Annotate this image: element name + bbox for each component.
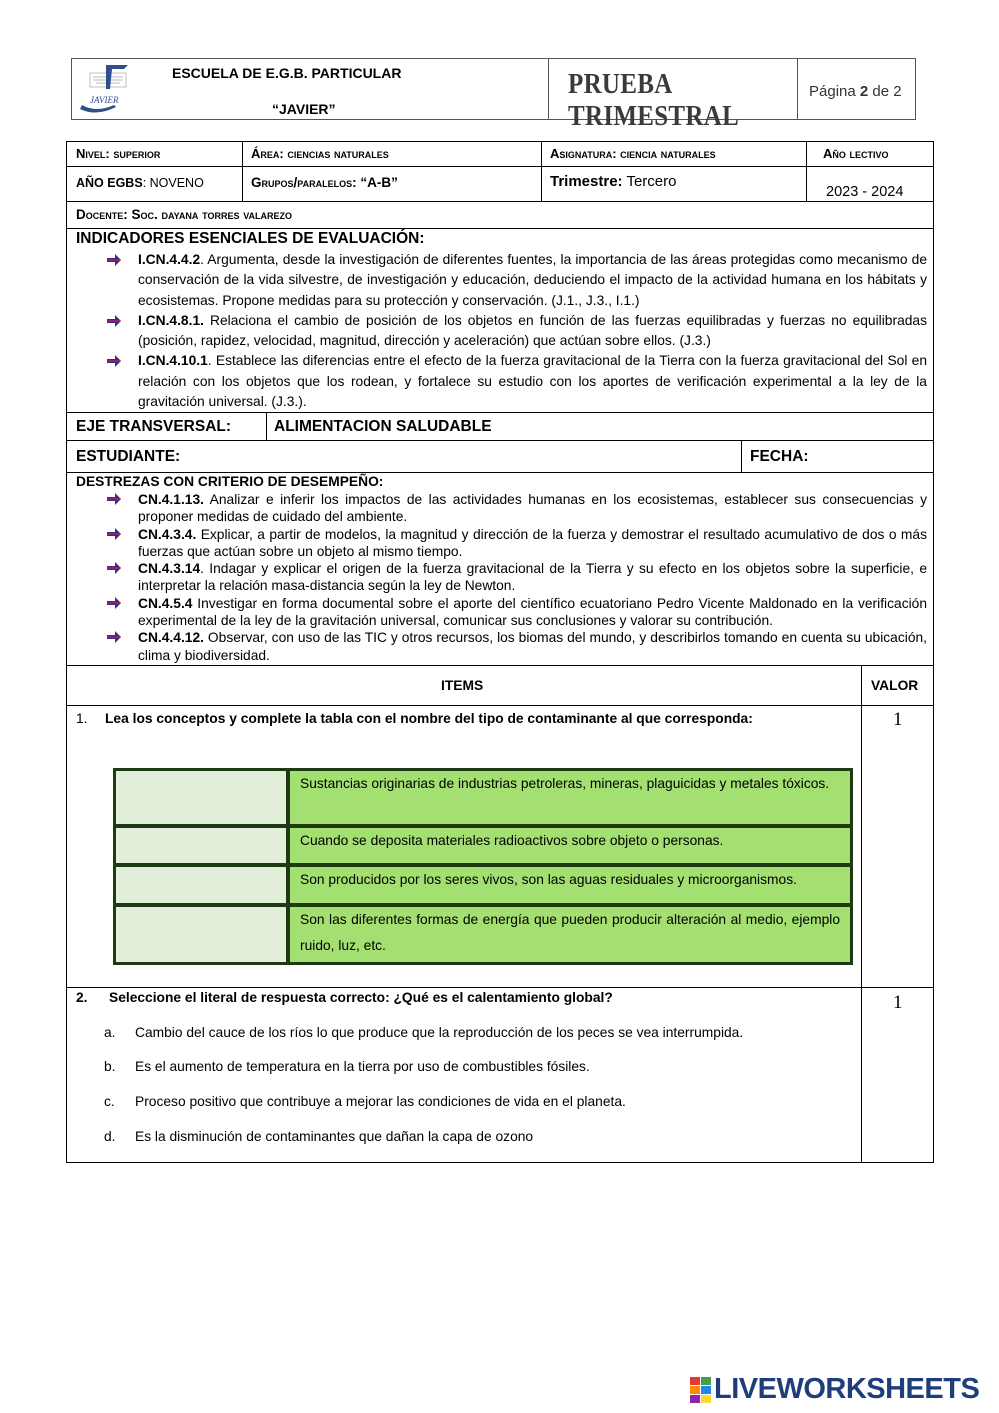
concept-cell-3: Son producidos por los seres vivos, son las aguas residuales y microorganismos. (290, 867, 850, 903)
items-header: ITEMS (441, 678, 484, 693)
indicador-item: I.CN.4.4.2. Argumenta, desde la investigación de diferentes fuentes, la importancia de las áreas protegidas como mecanismo de conservación de la vida silvestre, de investigación y educación, deduciendo el impacto de la actividad humana en los hábitats y ecosistemas. Propone medidas para su protección y conservación. (J.1., J.3., I.1.) (69, 250, 927, 311)
bullet-arrow-icon (107, 631, 121, 643)
liveworksheets-icon (690, 1377, 712, 1403)
nivel-cell: Nivel: superior (76, 146, 161, 161)
logo-text: JAVIER (90, 95, 119, 105)
bullet-arrow-icon (107, 315, 121, 327)
fecha-label: FECHA: (750, 448, 809, 465)
eje-value: ALIMENTACION SALUDABLE (274, 418, 492, 435)
answer-cell-3[interactable] (116, 867, 286, 903)
destreza-item: CN.4.5.4 Investigar en forma documental sobre el aporte del científico ecuatoriano Pedro Vicente Maldonado en la verificación experimental de la ley de la gravitación universal, comunicar sus conclusiones y valorar su contribución. (69, 595, 927, 630)
q1-text: Lea los conceptos y complete la tabla con el nombre del tipo de contaminante al que corresponda: (105, 711, 753, 726)
indicadores-title: INDICADORES ESENCIALES DE EVALUACIÓN: (76, 230, 425, 247)
area-cell: Área: ciencias naturales (251, 146, 389, 161)
destreza-item: CN.4.3.14. Indagar y explicar el origen de la fuerza gravitacional de la Tierra y su efecto en los objetos sobre la superficie, e interpretar la relación masa-distancia según la ley de Newton. (69, 560, 927, 595)
destreza-item: CN.4.1.13. Analizar e inferir los impactos de las actividades humanas en los ecosistemas, establecer sus consecuencias y proponer medidas de cuidado del ambiente. (69, 491, 927, 526)
exam-title: PRUEBA TRIMESTRAL (568, 68, 740, 133)
estudiante-label: ESTUDIANTE: (76, 448, 181, 465)
q2-option-d[interactable]: d. Es la disminución de contaminantes que dañan la capa de ozono (104, 1129, 534, 1144)
bullet-arrow-icon (107, 355, 121, 367)
concept-cell-4: Son las diferentes formas de energía que pueden producir alteración al medio, ejemplo ruido, luz, etc. (290, 907, 850, 962)
school-name-line2: “JAVIER” (272, 101, 336, 117)
q2-option-b[interactable]: b. Es el aumento de temperatura en la tierra por uso de combustibles fósiles. (104, 1059, 590, 1074)
page-number-cell (797, 59, 915, 119)
q1-value: 1 (893, 709, 903, 730)
bullet-arrow-icon (107, 493, 121, 505)
page-number: Página 2 de 2 (809, 83, 902, 100)
answer-cell-1[interactable] (116, 771, 286, 824)
school-name-line1: ESCUELA DE E.G.B. PARTICULAR (172, 65, 402, 81)
indicador-item: I.CN.4.8.1. Relaciona el cambio de posición de los objetos en función de las fuerzas equilibradas y fuerzas no equilibradas (posición, rapidez, velocidad, magnitud, dirección y aceleración) que actúan sobre ellos. (J.3.) (69, 311, 927, 352)
destrezas-title: DESTREZAS CON CRITERIO DE DESEMPEÑO: (76, 474, 384, 489)
q2-option-c[interactable]: c. Proceso positivo que contribuye a mejorar las condiciones de vida en el planeta. (104, 1094, 626, 1109)
ano-lectivo-label: Año lectivo (823, 146, 889, 161)
q1-number: 1. (76, 711, 88, 726)
valor-header: VALOR (871, 678, 919, 693)
destrezas-list (69, 491, 927, 664)
destreza-item: CN.4.4.12. Observar, con uso de las TIC y otros recursos, los biomas del mundo, y describirlos tomando en cuenta su ubicación, clima y biodiversidad. (69, 629, 927, 664)
concept-cell-1: Sustancias originarias de industrias petroleras, mineras, plaguicidas y metales tóxicos. (290, 771, 850, 824)
indicador-item: I.CN.4.10.1. Establece las diferencias entre el efecto de la fuerza gravitacional de la Tierra con la fuerza gravitacional del Sol en relación con los objetos que los rodean, y fortalece su estudio con los aportes de verificación experimental a la ley de la gravitación universal. (J.3.). (69, 351, 927, 412)
liveworksheets-logo (690, 1373, 990, 1407)
concept-cell-2: Cuando se deposita materiales radioactivos sobre objeto o personas. (290, 828, 850, 863)
estudiante-input[interactable] (196, 444, 736, 468)
indicadores-list (69, 250, 927, 412)
grupos-cell: Grupos/paralelos: “A-B” (251, 175, 398, 190)
exam-title-cell (548, 59, 798, 133)
trimestre-cell: Trimestre: Tercero (550, 173, 677, 190)
school-cell (72, 59, 549, 119)
contaminant-table (113, 768, 853, 965)
liveworksheets-text: LIVEWORKSHEETS (714, 1373, 980, 1405)
school-logo (76, 63, 138, 115)
bullet-arrow-icon (107, 528, 121, 540)
q2-text: Seleccione el literal de respuesta correcto: ¿Qué es el calentamiento global? (109, 990, 613, 1005)
ano-egbs-cell: AÑO EGBS: NOVENO (76, 176, 204, 190)
bullet-arrow-icon (107, 597, 121, 609)
ano-lectivo-value: 2023 - 2024 (826, 184, 904, 200)
answer-cell-2[interactable] (116, 828, 286, 863)
q2-value: 1 (893, 992, 903, 1013)
bullet-arrow-icon (107, 562, 121, 574)
header-box (71, 58, 916, 133)
eje-label: EJE TRANSVERSAL: (76, 418, 232, 435)
fecha-input[interactable] (820, 444, 928, 468)
asignatura-cell: Asignatura: ciencia naturales (550, 146, 716, 161)
docente-cell: Docente: Soc. dayana torres valarezo (76, 207, 293, 222)
q2-option-a[interactable]: a. Cambio del cauce de los ríos lo que produce que la reproducción de los peces se vea interrumpida. (104, 1025, 744, 1040)
bullet-arrow-icon (107, 254, 121, 266)
answer-cell-4[interactable] (116, 907, 286, 962)
destreza-item: CN.4.3.4. Explicar, a partir de modelos, la magnitud y dirección de la fuerza y demostrar el resultado acumulativo de dos o más fuerzas que actúan sobre un objeto al mismo tiempo. (69, 526, 927, 561)
q2-number: 2. (76, 990, 88, 1005)
